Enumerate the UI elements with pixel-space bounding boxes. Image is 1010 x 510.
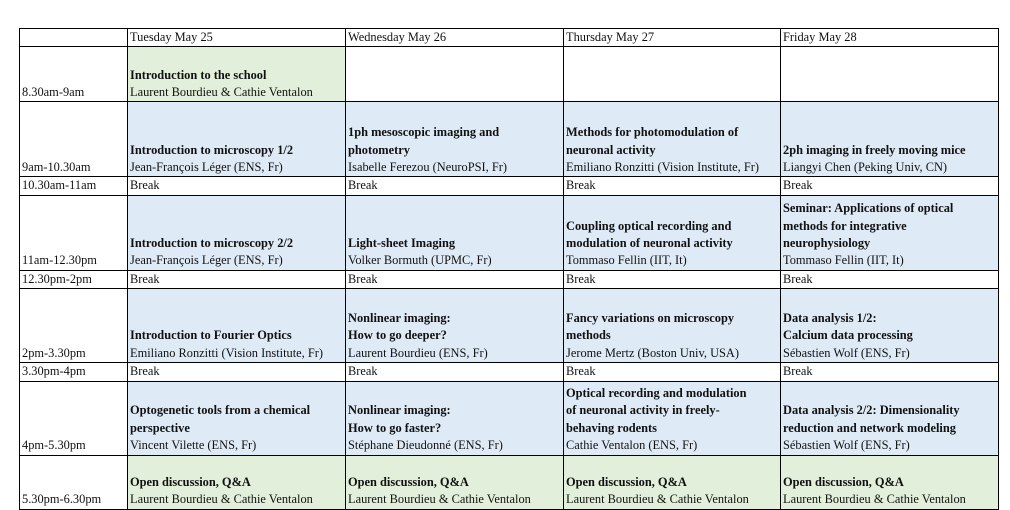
table-row	[20, 289, 999, 363]
session-title-line: Coupling optical recording and	[566, 218, 732, 233]
table-row	[20, 195, 999, 270]
break-cell: Break	[781, 177, 999, 195]
session-title-line: neuronal activity	[566, 142, 656, 157]
break-cell: Break	[346, 363, 564, 381]
session-title-line: modulation of neuronal activity	[566, 236, 733, 250]
session-speaker: Sébastien Wolf (ENS, Fr)	[783, 345, 910, 360]
session-title: Open discussion, Q&A	[783, 474, 904, 489]
session-title-line: methods	[566, 328, 611, 343]
session-speaker: Tommaso Fellin (IIT, It)	[566, 253, 687, 268]
session-title-line: Data analysis 2/2: Dimensionality	[783, 403, 960, 418]
session-title-line: behaving rodents	[566, 420, 657, 435]
session-cell	[781, 195, 999, 270]
session-speaker: Laurent Bourdieu (ENS, Fr)	[348, 345, 488, 360]
session-title: Light-sheet Imaging	[348, 236, 456, 250]
break-cell: Break	[128, 270, 346, 288]
session-cell	[346, 381, 564, 455]
schedule-table	[19, 28, 999, 510]
session-cell	[564, 381, 781, 455]
table-row	[20, 455, 999, 509]
session-title-line: Calcium data processing	[783, 328, 913, 343]
session-cell	[781, 381, 999, 455]
session-speaker: Jean-François Léger (ENS, Fr)	[130, 160, 283, 174]
day-header-thursday: Thursday May 27	[564, 29, 781, 47]
break-row	[20, 363, 999, 381]
session-cell	[128, 47, 346, 102]
session-cell	[781, 455, 999, 509]
session-title	[130, 402, 343, 437]
session-title	[783, 200, 996, 252]
day-header-tuesday: Tuesday May 25	[128, 29, 346, 47]
session-speaker: Laurent Bourdieu & Cathie Ventalon	[783, 492, 966, 507]
session-title: 2ph imaging in freely moving mice	[783, 142, 966, 157]
session-cell	[128, 195, 346, 270]
session-speaker: Laurent Bourdieu & Cathie Ventalon	[130, 85, 313, 99]
break-row	[20, 270, 999, 288]
session-speaker: Vincent Vilette (ENS, Fr)	[130, 438, 257, 453]
break-row	[20, 177, 999, 195]
empty-cell	[781, 47, 999, 102]
time-slot: 11am-12.30pm	[20, 195, 128, 270]
session-cell	[564, 195, 781, 270]
session-cell	[564, 102, 781, 177]
session-title: Open discussion, Q&A	[566, 474, 687, 489]
break-cell: Break	[346, 177, 564, 195]
break-cell: Break	[564, 270, 781, 288]
break-cell: Break	[781, 363, 999, 381]
session-title	[566, 385, 778, 437]
session-title	[348, 124, 561, 159]
session-title-line: How to go deeper?	[348, 328, 447, 343]
day-header-friday: Friday May 28	[781, 29, 999, 47]
session-speaker: Stéphane Dieudonné (ENS, Fr)	[348, 438, 503, 453]
session-cell	[781, 102, 999, 177]
empty-cell	[346, 47, 564, 102]
session-title-line: of neuronal activity in freely-	[566, 403, 720, 418]
session-cell	[346, 455, 564, 509]
session-speaker: Tommaso Fellin (IIT, It)	[783, 253, 904, 268]
header-row	[20, 29, 999, 47]
table-row	[20, 381, 999, 455]
empty-cell	[564, 47, 781, 102]
session-cell	[346, 195, 564, 270]
session-title-line: photometry	[348, 142, 410, 157]
session-cell	[128, 455, 346, 509]
session-speaker: Liangyi Chen (Peking Univ, CN)	[783, 160, 948, 174]
session-title-line: Nonlinear imaging:	[348, 403, 451, 418]
session-title-line: perspective	[130, 420, 190, 435]
session-cell	[346, 102, 564, 177]
session-cell	[128, 381, 346, 455]
session-title-line: Fancy variations on microscopy	[566, 311, 735, 325]
session-title	[348, 310, 561, 345]
session-title-line: Optogenetic tools from a chemical	[130, 403, 311, 418]
break-cell: Break	[346, 270, 564, 288]
session-title	[566, 124, 778, 159]
session-speaker: Isabelle Ferezou (NeuroPSI, Fr)	[348, 160, 507, 174]
session-speaker: Jerome Mertz (Boston Univ, USA)	[566, 345, 739, 360]
session-title: Introduction to microscopy 1/2	[130, 142, 294, 157]
session-speaker: Laurent Bourdieu & Cathie Ventalon	[130, 492, 313, 507]
break-cell: Break	[781, 270, 999, 288]
session-title	[783, 310, 996, 345]
time-slot: 4pm-5.30pm	[20, 381, 128, 455]
session-title-line: Optical recording and modulation	[566, 386, 747, 400]
session-speaker: Emiliano Ronzitti (Vision Institute, Fr)	[566, 160, 760, 174]
table-row	[20, 102, 999, 177]
session-title-line: Methods for photomodulation of	[566, 125, 739, 140]
session-title	[566, 218, 778, 253]
session-cell	[564, 289, 781, 363]
time-slot: 8.30am-9am	[20, 47, 128, 102]
break-cell: Break	[564, 363, 781, 381]
time-slot: 9am-10.30am	[20, 102, 128, 177]
session-speaker: Emiliano Ronzitti (Vision Institute, Fr)	[130, 345, 324, 360]
table-row	[20, 47, 999, 102]
session-speaker: Volker Bormuth (UPMC, Fr)	[348, 253, 492, 268]
time-slot: 3.30pm-4pm	[20, 363, 128, 381]
session-title	[783, 402, 996, 437]
time-slot: 2pm-3.30pm	[20, 289, 128, 363]
session-speaker: Laurent Bourdieu & Cathie Ventalon	[566, 492, 749, 507]
session-cell	[781, 289, 999, 363]
session-title: Introduction to the school	[130, 67, 267, 82]
session-title-line: Nonlinear imaging:	[348, 311, 451, 325]
session-title: Introduction to microscopy 2/2	[130, 236, 294, 250]
session-speaker: Sébastien Wolf (ENS, Fr)	[783, 438, 910, 453]
time-slot: 5.30pm-6.30pm	[20, 455, 128, 509]
session-cell	[128, 289, 346, 363]
session-cell	[564, 455, 781, 509]
session-cell	[346, 289, 564, 363]
session-speaker: Laurent Bourdieu & Cathie Ventalon	[348, 492, 531, 507]
session-title-line: neurophysiology	[783, 236, 871, 250]
session-speaker: Jean-François Léger (ENS, Fr)	[130, 253, 283, 268]
session-title: Open discussion, Q&A	[130, 474, 251, 489]
session-title: Open discussion, Q&A	[348, 474, 469, 489]
time-slot: 10.30am-11am	[20, 177, 128, 195]
session-title-line: 1ph mesoscopic imaging and	[348, 125, 500, 140]
session-speaker: Cathie Ventalon (ENS, Fr)	[566, 438, 698, 453]
time-slot: 12.30pm-2pm	[20, 270, 128, 288]
day-header-wednesday: Wednesday May 26	[346, 29, 564, 47]
break-cell: Break	[564, 177, 781, 195]
session-title-line: How to go faster?	[348, 420, 442, 435]
session-title-line: Seminar: Applications of optical	[783, 201, 954, 216]
header-corner-cell	[20, 29, 128, 47]
break-cell: Break	[128, 177, 346, 195]
session-title: Introduction to Fourier Optics	[130, 328, 292, 343]
session-title-line: reduction and network modeling	[783, 420, 956, 435]
session-title-line: methods for integrative	[783, 218, 907, 233]
session-cell	[128, 102, 346, 177]
break-cell: Break	[128, 363, 346, 381]
session-title	[566, 310, 778, 345]
session-title	[348, 402, 561, 437]
session-title-line: Data analysis 1/2:	[783, 311, 877, 325]
